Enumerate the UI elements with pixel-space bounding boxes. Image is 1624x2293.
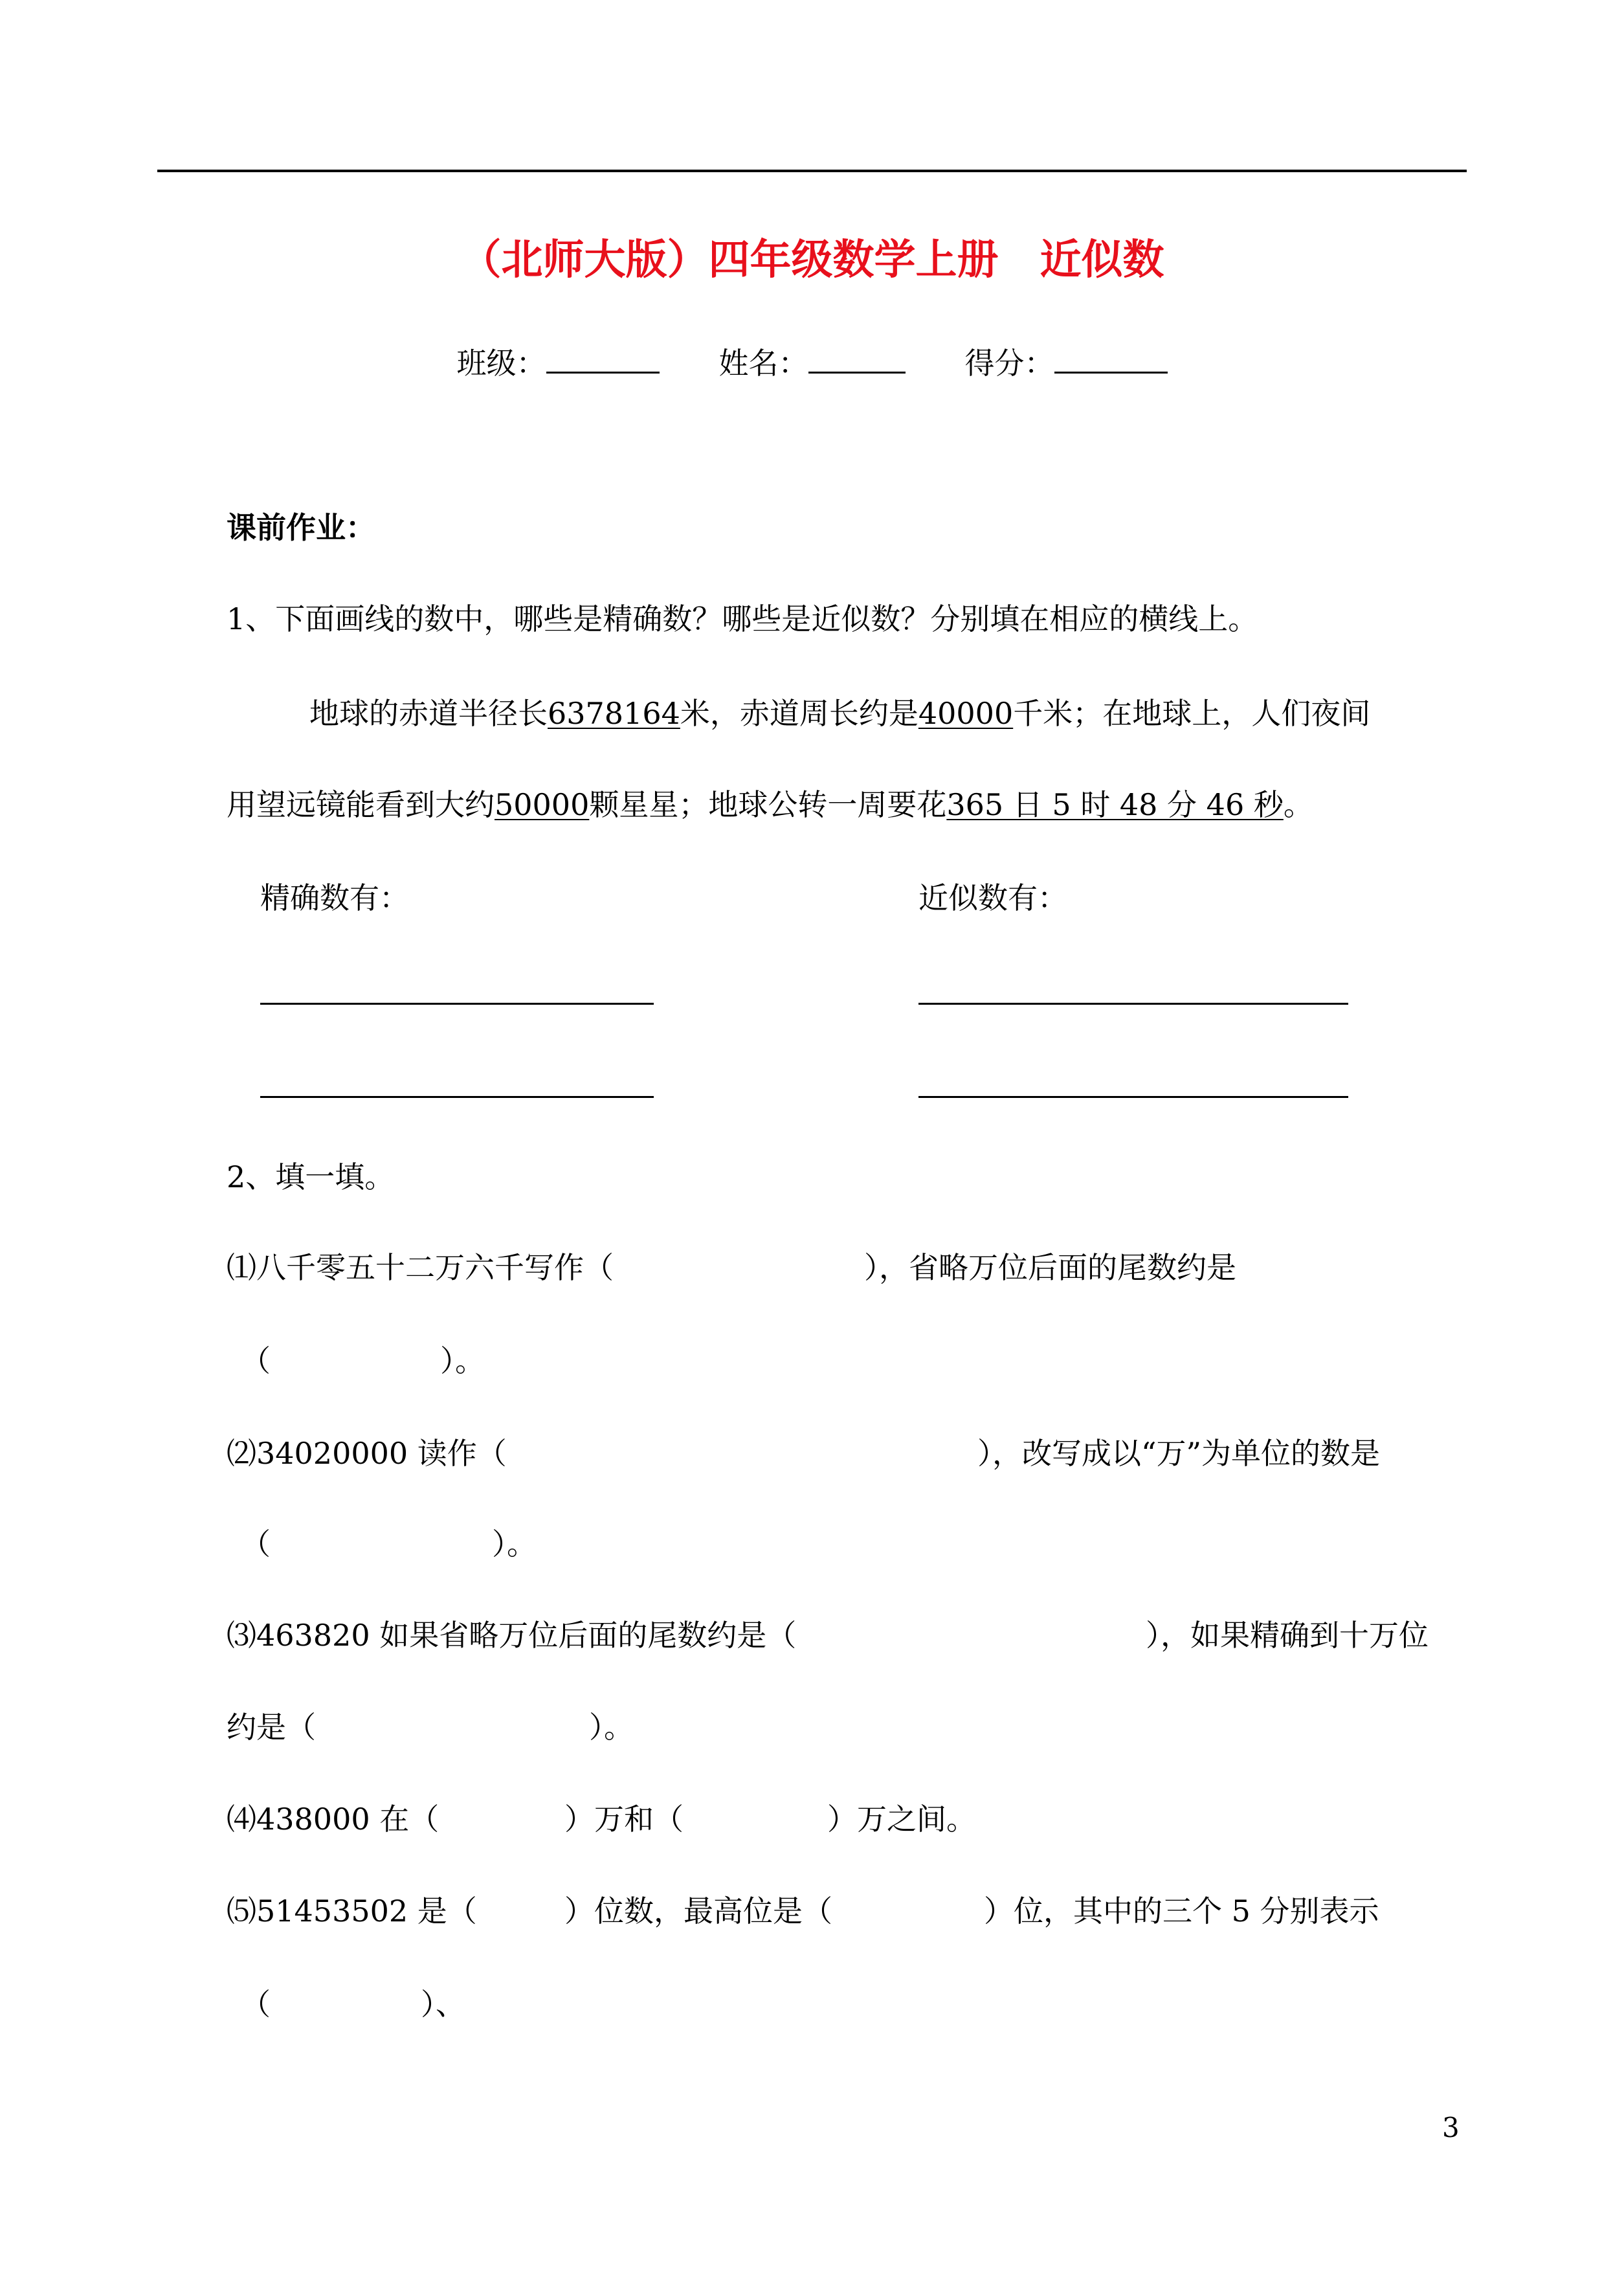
score-blank[interactable]	[1054, 346, 1168, 374]
page-number: 3	[1442, 2112, 1460, 2143]
q2-item-1-b: ），省略万位后面的尾数约是	[864, 1250, 1236, 1285]
q2-item-5-e: ）、	[421, 1987, 465, 2022]
q2-item-4-c: ）万之间。	[827, 1802, 976, 1837]
page-title: （北师大版）四年级数学上册 近似数	[460, 236, 1164, 284]
q2-item-2-b: ），改写成以“万”为单位的数是	[977, 1436, 1381, 1471]
q2-item-2-c: （	[241, 1527, 271, 1561]
q1-paragraph-line-2: 用望远镜能看到大约50000颗星星；地球公转一周要花365 日 5 时 48 分 46 秒。	[227, 787, 1313, 822]
q1-prompt: 1、下面画线的数中，哪些是精确数？哪些是近似数？分别填在相应的横线上。	[227, 601, 1258, 636]
class-blank[interactable]	[546, 346, 660, 374]
student-info	[0, 340, 1624, 383]
approx-label: 近似数有：	[918, 880, 1067, 915]
approx-answer-line[interactable]	[918, 1096, 1348, 1098]
name-blank[interactable]	[808, 346, 906, 374]
underlined-number: 50000	[495, 787, 590, 822]
q2-item-2-d: ）。	[492, 1527, 537, 1561]
approx-answer-line[interactable]	[918, 1003, 1348, 1005]
q1-paragraph-line-1: 地球的赤道半径长6378164米，赤道周长约是40000千米；在地球上，人们夜间	[309, 696, 1371, 731]
q2-item-5-c: ）位，其中的三个 5 分别表示	[984, 1894, 1379, 1929]
q2-item-5-b: ）位数，最高位是（	[564, 1894, 832, 1929]
underlined-number: 6378164	[548, 696, 680, 731]
name-label: 姓名：	[718, 346, 808, 381]
q2-item-2-a: ⑵34020000 读作（	[227, 1436, 507, 1471]
q2-item-4-a: ⑷438000 在（	[227, 1802, 439, 1837]
underlined-number: 40000	[918, 696, 1014, 731]
q2-prompt: 2、填一填。	[227, 1159, 395, 1194]
q2-item-4-b: ）万和（	[564, 1802, 684, 1837]
section-title: 课前作业：	[227, 510, 375, 545]
class-label: 班级：	[456, 346, 546, 381]
score-label: 得分：	[964, 346, 1054, 381]
q2-item-3-b: ），如果精确到十万位	[1146, 1618, 1429, 1653]
q2-item-5-d: （	[241, 1987, 271, 2022]
q2-item-1-a: ⑴八千零五十二万六千写作（	[227, 1250, 614, 1285]
q2-item-3-c: 约是（	[227, 1710, 316, 1745]
exact-answer-line[interactable]	[260, 1096, 654, 1098]
q2-item-1-d: ）。	[440, 1343, 485, 1378]
exact-answer-line[interactable]	[260, 1003, 654, 1005]
underlined-number: 365 日 5 时 48 分 46 秒	[946, 787, 1284, 822]
q2-item-3-d: ）。	[589, 1710, 634, 1745]
exact-label: 精确数有：	[260, 880, 409, 915]
top-rule	[157, 170, 1467, 172]
q2-item-5-a: ⑸51453502 是（	[227, 1894, 477, 1929]
q2-item-3-a: ⑶463820 如果省略万位后面的尾数约是（	[227, 1618, 797, 1653]
q2-item-1-c: （	[241, 1343, 271, 1378]
